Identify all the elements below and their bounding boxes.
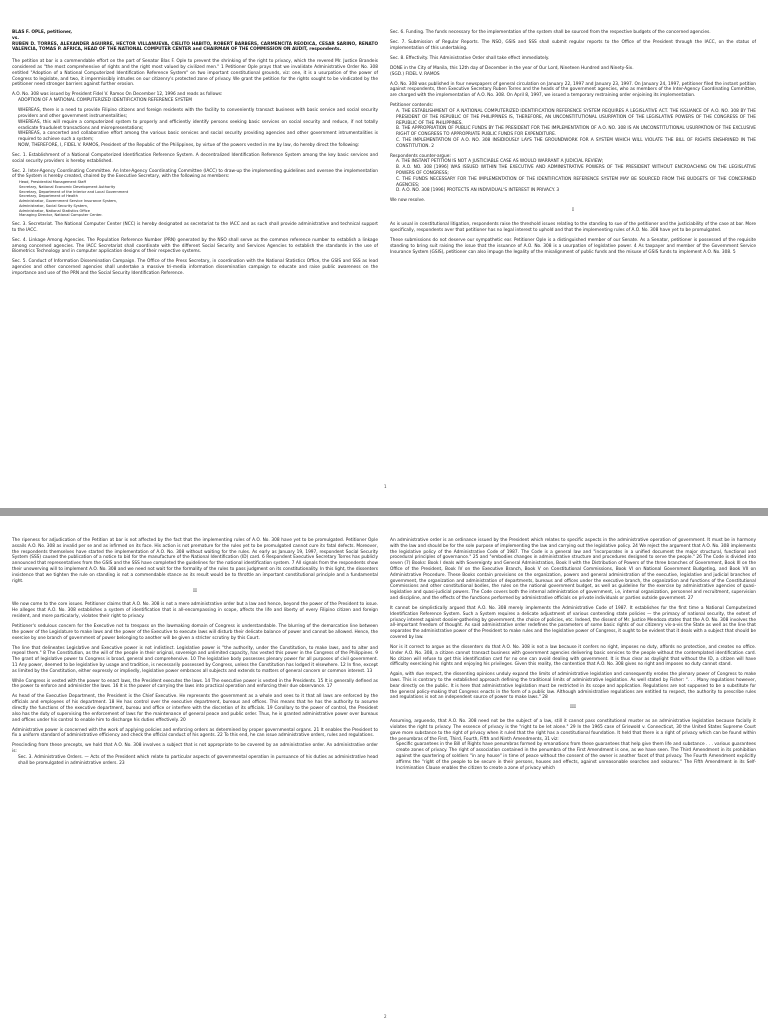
body-paragraph: Prescinding from these precepts, we hold that A.O. No. 308 involves a subject that is not appropriate to be covered by an administrative order. An administrative order is: [12,743,378,755]
ao-section-6: Sec. 6. Funding. The funds necessary for the implementation of the system shall be sourced from the respective budgets of the concerned agencies. [390,30,711,35]
ao-section-2: Sec. 2. Inter-Agency Coordinating Committee. An Inter-Agency Coordinating Committee (IACC) to draw-up the implementing guidelines and oversee the implementation of the System is hereby created, chaired by the Executive Secretary, with the following as members: [12,168,378,180]
iacc-member: Administrator, Government Service Insurance System, [19,199,118,204]
done-line: DONE in the City of Manila, this 12th day of December in the year of Our Lord, Nineteen Hundred and Ninety-Six. [390,65,634,71]
whereas-clause: NOW, THEREFORE, I, FIDEL V. RAMOS, President of the Republic of the Philippines, by virtue of the powers vested in me by law, do hereby direct the following: [18,142,360,148]
iacc-member: Secretary, Department of Health [19,194,78,199]
page2-left-column [12,538,378,771]
respondent-point: A. THE INSTANT PETITION IS NOT A JUSTICIABLE CASE AS WOULD WARRANT A JUDICIAL REVIEW; [396,159,604,165]
page2-right-column [390,538,756,776]
ao-section-7: Sec. 7. Submission of Regular Reports. The NSO, GSIS and SSS shall submit regular reports to the Office of the President through the IACC, on the status of implementation of this undertaking. [390,39,756,51]
body-paragraph: Again, with due respect, the dissenting opinions unduly expand the limits of administrative legislation and consequently erodes the plenary power of Congress to make laws. This is contrary to the established approach defining the traditional limits of administrative legislation. As well stated by Fisher: ". . . Many regulations however, bear directly on the public. It is here that administrative legislation must be restricted in its scope and application. Regulations are not supposed to be a substitute for the general policy-making that Congress enacts in the form of a public law. Although administrative regulations are entitled to respect, the authority to prescribe rules and regulations is not an independent source of power to make laws." 28 [390,672,756,701]
ao-section-3: Sec. 3. Secretariat. The National Computer Center (NCC) is hereby designated as secretariat to the IACC and as such shall provide administrative and technical support to the IACC. [12,222,378,233]
section-numeral: I [572,207,574,214]
page-number: 2 [384,1014,387,1019]
body-paragraph: Nor is it correct to argue as the dissenters do that A.O. No. 308 is not a law because it confers no right, imposes no duty, affords no protection, and creates no office. Under A.O. No. 308, a citizen cannot transact business with government agencies delivering basic services to the people without the contemplated identification card. No citizen will refuse to get this identification card for no one can avoid dealing with government. It is thus clear as daylight that without the ID, a citizen will have difficulty exercising his rights and enjoying his privileges. Given this reality, the contention that A.O. No. 308 gives no right and imposes no duty cannot stand. [390,644,756,668]
page1-right-column [390,30,756,260]
document-page-2 [0,516,768,1024]
body-paragraph: It cannot be simplistically argued that A.O. No. 308 merely implements the Administrative Code of 1987. It establishes for the first time a National Computerized Identification Reference System. Such a System requires a delicate adjustment of various contending state policies — the primacy of national security, the extent of privacy interest against dossier-gathering by government, the choice of policies, etc. Indeed, the dissent of Mr. Justice Mendoza states that the A.O. No. 308 involves the all-important freedom of thought. As said administrative order redefines the parameters of some basic rights of our citizenry vis-a-vis the State as well as the line that separates the administrative power of the President to make rules and the legislative power of Congress, it ought to be evident that it deals with a subject that should be covered by law. [390,605,756,640]
body-paragraph: The line that delineates Legislative and Executive power is not indistinct. Legislative power is "the authority, under the Constitution, to make laws, and to alter and repeal them." 8 The Constitution, as the will of the people in their original, sovereign and unlimited capacity, has vested this power in the Congress of the Philippines. 9 The grant of legislative power to Congress is broad, general and comprehensive. 10 The legislative body possesses plenary power for all purposes of civil government. 11 Any power, deemed to be legislative by usage and tradition, is necessarily possessed by Congress, unless the Constitution has lodged it elsewhere. 12 In fine, except as limited by the Constitution, either expressly or impliedly, legislative power embraces all subjects and extends to matters of general concern or common interest. 13 [12,645,378,674]
page1-left-column [12,30,378,281]
respondents-label: Respondents counter-argue: [390,153,451,159]
core-issues-paragraph: We now come to the core issues. Petitioner claims that A.O. No. 308 is not a mere administrative order but a law and hence, beyond the power of the President to issue. He alleges that A.O. No. 308 establishes a system of identification that is all-encompassing in scope, affects the life and liberty of every Filipino citizen and foreign resident, and more particularly, violates their right to privacy. [12,602,378,619]
iacc-member-list [12,180,378,218]
body-paragraph: An administrative order is an ordinance issued by the President which relates to specific aspects in the administrative operation of government. It must be in harmony with the law and should be for the sole purpose of implementing the law and carrying out the legislative policy. 24 We reject the argument that A.O. No. 308 implements the legislative policy of the Administrative Code of 1987. The Code is a general law and "incorporates in a unified document the major structural, functional and procedural principles of governance." 25 and "embodies changes in administrative structure and procedures designed to serve the people." 26 The Code is divided into seven (7) Books: Book I deals with Sovereignty and General Administration, Book II with the Distribution of Powers of the three branches of Government, Book III on the Office of the President, Book IV on the Executive Branch, Book V on Constitutional Commissions, Book VI on National Government Budgeting, and Book VII on Administrative Procedure. These Books contain provisions on the organization, powers and general administration of the executive, legislative and judicial branches of government, the organization and administration of departments, bureaus and offices under the executive branch, the organization and functions of the Constitutional Commissions and other constitutional bodies, the rules on the national government budget, as well as guideline for the exercise by administrative agencies of quasi-legislative and quasi-judicial powers. The Code covers both the internal administration of government, i.e, internal organization, personnel and recruitment, supervision and discipline, and the effects of the functions performed by administrative officials on private individuals or parties outside government. 27 [390,538,756,601]
body-paragraph: As head of the Executive Department, the President is the Chief Executive. He represents the government as a whole and sees to it that all laws are enforced by the officials and employees of his department. 18 He has control over the executive department, bureaus and offices. This means that he has the authority to assume directly the functions of the executive department, bureau and office or interfere with the discretion of its officials. 19 Corollary to the power of control, the President also has the duty of supervising the enforcement of laws for the maintenance of general peace and public order. Thus, he is granted administrative power over bureaus and offices under his control to enable him to discharge his duties effectively. 20 [12,694,378,723]
whereas-clause: WHEREAS, this will require a computerized system to properly and efficiently identify persons seeking basic services on social security and reduce, if not totally eradicate fraudulent transactions and misrepresentations; [18,119,378,131]
respondents-points [390,159,756,194]
petitioner-contends-label: Petitioner contends: [390,103,434,109]
respondent-point: D. A.O. NO. 308 [1996] PROTECTS AN INDIVIDUAL'S INTEREST IN PRIVACY. 3 [396,188,560,194]
iacc-member: Administrator, Social Security System, [19,203,89,208]
ripeness-paragraph: The ripeness for adjudication of the Petition at bar is not affected by the fact that the implementing rules of A.O. No. 308 have yet to be promulgated. Petitioner Ople assails A.O. No. 308 as invalid per se and as infirmed on its face. His action is not premature for the rules yet to be promulgated cannot cure its fatal defects. Moreover, the respondents themselves have started the implementation of A.O. No. 308 without waiting for the rules. As early as January 19, 1997, respondent Social Security System (SSS) caused the publication of a notice to bid for the manufacture of the National Identification (ID) card. 6 Respondent Executive Secretary Torres has publicly announced that representatives from the GSIS and the SSS have completed the guidelines for the national identification system. 7 All signals from the respondents show their unswerving will to implement A.O. No. 308 and we need not wait for the formality of the rules to pass judgment on its constitutionality. In this light, the dissenters insistence that we tighten the rule on standing is not a commendable stance as its result would be to throttle an important constitutional principle and a fundamental right. [12,538,378,584]
section-numeral: III [570,704,576,711]
case-petitioner: BLAS F. OPLE, petitioner, [12,30,73,35]
respondent-point: C. THE FUNDS NECESSARY FOR THE IMPLEMENTATION OF THE IDENTIFICATION REFERENCE SYSTEM MAY BE SOURCED FROM THE BUDGETS OF THE CONCERNED AGENCIES; [396,176,756,188]
iacc-member: Head, Presidential Management Staff [19,180,86,185]
body-paragraph: Assuming, arguendo, that A.O. No. 308 need not be the subject of a law, still it cannot pass constitutional muster as an administrative legislation because facially it violates the right to privacy. The essence of privacy is the "right to be let alone." 29 In the 1965 case of Griswold v. Connecticut, 30 the United States Supreme Court gave more substance to the right of privacy when it ruled that the right has a constitutional foundation. It held that there is a right of privacy which can be found within the penumbras of the First, Third, Fourth, Fifth and Ninth Amendments, 31 viz: [390,719,756,742]
body-paragraph: While Congress is vested with the power to enact laws, the President executes the laws. 14 The executive power is vested in the Presidents. 15 It is generally defined as the power to enforce and administer the laws. 16 It is the power of carrying the laws into practical operation and enforcing their due observance. 17 [12,678,378,690]
publication-paragraph: A.O. No. 308 was published in four newspapers of general circulation on January 22, 1997 and January 23, 1997. On January 24, 1997, petitioner filed the instant petition against respondents, then Executive Secretary Ruben Torres and the heads of the government agencies, who as members of the Inter-Agency Coordinating Committee, are charged with the implementation of A.O. No. 308. On April 8, 1997, we issued a temporary restraining order enjoining its implementation. [390,81,756,99]
ao-section-5: Sec. 5. Conduct of Information Dissemination Campaign. The Office of the Press Secretary, in coordination with the National Statistics Office, the GSIS and SSS as lead agencies and other concerned agencies shall undertake a massive tri-media information dissemination campaign to educate and raise public awareness on the importance and use of the PRN and the Social Security Identification Reference. [12,259,378,277]
signature-line: (SGD.) FIDEL V. RAMOS [390,71,440,77]
standing-paragraph: These submissions do not deserve our sympathetic ear. Petitioner Ople is a distinguished member of our Senate. As a Senator, petitioner is possessed of the requisite standing to bring suit raising the issue that the issuance of A.O. No. 308 is a usurpation of legislative power. 4 As taxpayer and member of the Government Service Insurance System (GSIS), petitioner can also impugn the legality of the misalignment of public funds and the misuse of GSIS funds to implement A.O. No. 308. 5 [390,238,756,255]
iacc-member: Secretary, National Economic Development Authority [19,184,116,189]
petitioner-point: B. THE APPROPRIATION OF PUBLIC FUNDS BY THE PRESIDENT FOR THE IMPLEMENTATION OF A.O. NO. 308 IS AN UNCONSTITUTIONAL USURPATION OF THE EXCLUSIVE RIGHT OF CONGRESS TO APPROPRIATE PUBLIC FUNDS FOR EXPENDITURE. [396,126,756,138]
quoted-provision: Sec. 3. Administrative Orders. — Acts of the President which relate to particular aspects of governmental operation in pursuance of his duties as administrative head shall be promulgated in administrative orders. 23 [18,755,378,766]
body-paragraph: Administrative power is concerned with the work of applying policies and enforcing orders as determined by proper governmental organs. 21 It enables the President to fix a uniform standard of administrative efficiency and check the official conduct of his agents. 22 To this end, he can issue administrative orders, rules and regulations. [12,727,378,739]
page-number: 1 [384,484,387,489]
whereas-clause: WHEREAS, a concerted and collaborative effort among the various basic services and social security providing agencies and other government intrumentalities is required to achieve such a system; [18,131,378,143]
iacc-member: Managing Director, National Computer Center. [19,213,103,218]
respondent-point: B. A.O. NO. 308 [1996] WAS ISSUED WITHIN THE EXECUTIVE AND ADMINISTRATIVE POWERS OF THE PRESIDENT WITHOUT ENCROACHING ON THE LEGISLATIVE POWERS OF CONGRESS; [396,165,756,177]
petitioner-point: A. THE ESTABLISHMENT OF A NATIONAL COMPUTERIZED IDENTIFICATION REFERENCE SYSTEM REQUIRES A LEGISLATIVE ACT. THE ISSUANCE OF A.O. NO. 308 BY THE PRESIDENT OF THE REPUBLIC OF THE PHILIPPINES IS, THEREFORE, AN UNCONSTITUTIONAL USURPATION OF THE LEGISLATIVE POWERS OF THE CONGRESS OF THE REPUBLIC OF THE PHILIPPINES. [396,108,756,126]
document-page-1 [0,0,768,508]
petitioner-points [390,109,756,150]
section-numeral: II [193,587,197,594]
ao-title: ADOPTION OF A NATIONAL COMPUTERIZED IDENTIFICATION REFERENCE SYSTEM [18,98,192,104]
body-paragraph: Petitioner's sedulous concern for the Executive not to trespass on the lawmaking domain of Congress is understandable. The blurring of the demarcation line between the power of the Legislature to make laws and the power of the Executive to execute laws will disturb their delicate balance of power and cannot be allowed. Hence, the exercise by one branch of government of power belonging to another will be given a stricter scrutiny by this Court. [12,623,378,641]
opening-paragraph: The petition at bar is a commendable effort on the part of Senator Blas F. Ople to prevent the shrinking of the right to privacy, which the revered Mr. Justice Brandeis considered as "the most comprehensive of rights and the right most valued by civilized men." 1 Petitioner Ople prays that we invalidate Administrative Order No. 308 entitled "Adoption of a National Computerized Identification Reference System" on two important constitutional grounds, viz: one, it is a usurpation of the power of Congress to legislate, and two, it impermissibly intrudes on our citizenry's protected zone of privacy. We grant the petition for the rights sought to be vindicated by the petitioner need stronger barriers against further erosion. [12,59,378,88]
resolve-line: We now resolve. [390,198,426,204]
iacc-member: Administrator, National Statistics Office [19,208,90,213]
ao-section-1: Sec. 1. Establishment of a National Compoterized Identification Reference System. A decentralized Identification Reference System among the key basic services and social security providers is hereby established. [12,152,378,164]
ao-intro-paragraph: A.O. No. 308 was issued by President Fidel V. Ramos On December 12, 1996 and reads as follows: [12,92,223,98]
iacc-member: Secretary, Department of the Interior and Local Government [19,189,129,194]
quoted-passage: Specific guarantees in the Bill of Rights have penumbras formed by emanations from these guarantees that help give them life and substance . . . various guarantees create zones of privacy. The right of association contained in the penumbra of the First Amendment is one, as we have seen. The Third Amendment in its prohibition against the quartering of soldiers "in any house" in time of peace without the consent of the owner is another facet of that privacy. The Fourth Amendment explicitly affirms the "right of the people to be secure in their persons, houses and effects, against unreasonable searches and seizures." The Fifth Amendment in its Self-Incrimination Clause enables the citizen to create a zone of privacy which [396,742,756,771]
case-respondents: RUBEN D. TORRES, ALEXANDER AGUIRRE, HECTOR VILLANUEVA, CIELITO HABITO, ROBERT BARBERS, CARMENCITA REODICA, CESAR SARINO, RENATO VALENCIA, TOMAS P. AFRICA, HEAD OF THE NATIONAL COMPUTER CENTER and CHAIRMAN OF THE COMMISSION ON AUDIT, respondents. [12,41,378,53]
ao-section-4: Sec. 4. Linkage Among Agencies. The Population Reference Number (PRN) generated by the NSO shall serve as the common reference number to establish a linkage among concerned agencies. The IACC Secretariat shall coordinate with the different Social Security and Services Agencies to establish the standards in the use of Biometrics Technology and in computer application designs of their respective systems. [12,237,378,255]
threshold-paragraph: As is usual in constitutional litigation, respondents raise the threshold issues relating to the standing to sue of the petitioner and the justiciability of the case at bar. More specifically, respondents aver that petitioner has no legal interest to uphold and that the implementing rules of A.O. No. 308 have yet to be promulgated. [390,222,756,234]
case-versus: vs. [12,35,19,41]
petitioner-point: C. THE IMPLEMENTATION OF A.O. NO. 308 INSIDIOUSLY LAYS THE GROUNDWORK FOR A SYSTEM WHICH WILL VIOLATE THE BILL OF RIGHTS ENSHRINED IN THE CONSTITUTION. 2 [396,137,756,149]
whereas-block [12,108,378,149]
ao-section-8: Sec. 8. Effectivity. This Administrative Order shall take effect immediately. [390,55,550,61]
whereas-clause: WHEREAS, there is a need to provide Filipino citizens and foreign residents with the facility to conveniently transact business with basic service and social security providers and other government instrumentalities; [18,108,378,119]
